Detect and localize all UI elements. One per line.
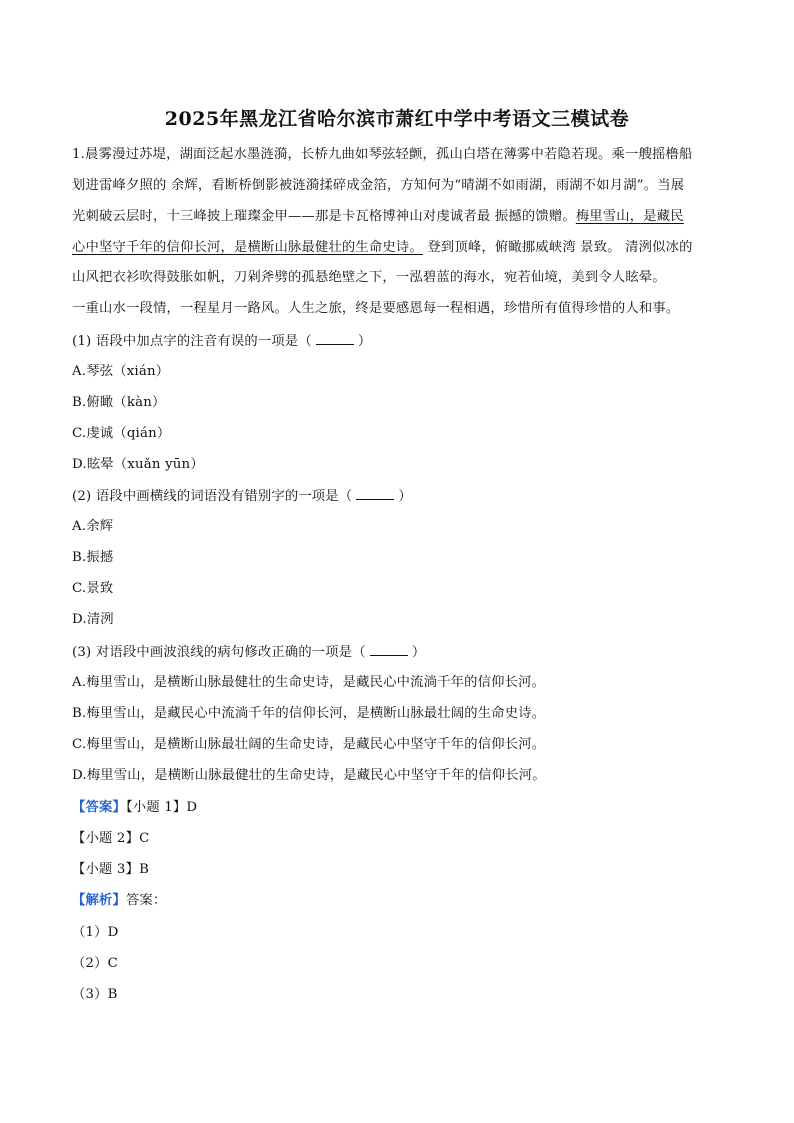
question-2-close: ） xyxy=(398,489,412,504)
question-3-stem xyxy=(72,643,425,662)
answer-1: 【小题 1】D xyxy=(126,800,198,815)
wavy-sentence-part-1: 梅里雪山，是藏民 xyxy=(575,209,684,224)
question-1-option-d: D.眩晕（xuǎn yūn） xyxy=(72,457,204,472)
passage-line-4-text: 登到顶峰，俯瞰挪威峡湾 景致。 xyxy=(422,240,621,255)
passage-line-3-text: 光刺破云层时，十三峰披上璀璨金甲——那是卡瓦格博神山对虔诚者最 振撼的馈赠。 xyxy=(72,209,576,224)
question-2-option-d: D.清洌 xyxy=(72,612,114,627)
analysis-tag: 【解析】 xyxy=(72,893,126,908)
page-title: 2025年黑龙江省哈尔滨市萧红中学中考语文三模试卷 xyxy=(164,108,630,130)
analysis-line xyxy=(72,892,167,910)
question-2-option-b: B.振撼 xyxy=(72,550,114,565)
passage-line-4 xyxy=(72,239,693,257)
question-1-option-b: B.俯瞰（kàn） xyxy=(72,395,166,410)
question-3-text: (3) 对语段中画波浪线的病句修改正确的一项是（ xyxy=(72,645,366,660)
answer-blank xyxy=(356,487,394,500)
answer-blank xyxy=(316,332,354,345)
passage-line-6: 一重山水一段情，一程星月一路风。人生之旅，终是要感恩每一程相遇，珍惜所有值得珍惜的人和事。 xyxy=(72,301,680,316)
analysis-result-1: （1）D xyxy=(72,925,119,940)
answer-blank xyxy=(370,643,408,656)
answer-tag: 【答案】 xyxy=(72,800,126,815)
question-1-close: ） xyxy=(357,334,372,349)
question-1-option-c: C.虔诚（qián） xyxy=(72,426,171,441)
passage-line-3 xyxy=(72,208,684,226)
passage-line-1: 1.晨雾漫过苏堤，湖面泛起水墨涟漪，长桥九曲如琴弦轻颤，孤山白塔在薄雾中若隐若现。乘一艘摇橹船 xyxy=(72,147,693,162)
question-3-option-b: B.梅里雪山，是藏民心中流淌千年的信仰长河，是横断山脉最壮阔的生命史诗。 xyxy=(72,706,546,721)
question-2-stem xyxy=(72,487,412,506)
question-2-option-c: C.景致 xyxy=(72,581,114,596)
answer-3: 【小题 3】B xyxy=(72,862,150,877)
passage-line-2: 划进雷峰夕照的 余辉，看断桥倒影被涟漪揉碎成金箔，方知何为“晴湖不如雨湖，雨湖不如月湖”。当展 xyxy=(72,178,685,193)
question-1-stem xyxy=(72,332,371,351)
question-1-option-a: A.琴弦（xián） xyxy=(72,364,170,379)
passage-line-5: 山风把衣衫吹得鼓胀如帆，刀剁斧劈的孤悬绝壁之下，一泓碧蓝的海水，宛若仙境，美到令人眩晕。 xyxy=(72,270,666,285)
question-2-text: (2) 语段中画横线的词语没有错别字的一项是（ xyxy=(72,489,353,504)
question-3-option-c: C.梅里雪山，是横断山脉最壮阔的生命史诗，是藏民心中坚守千年的信仰长河。 xyxy=(72,737,546,752)
question-3-option-a: A.梅里雪山，是横断山脉最健壮的生命史诗，是藏民心中流淌千年的信仰长河。 xyxy=(72,675,546,690)
analysis-text: 答案： xyxy=(126,893,167,908)
question-2-option-a: A.余辉 xyxy=(72,519,114,534)
question-3-option-d: D.梅里雪山，是横断山脉最健壮的生命史诗，是藏民心中坚守千年的信仰长河。 xyxy=(72,768,546,783)
analysis-result-2: （2）C xyxy=(72,956,119,971)
analysis-result-3: （3）B xyxy=(72,987,118,1002)
answer-2: 【小题 2】C xyxy=(72,831,150,846)
question-1-text: (1) 语段中加点字的注音有误的一项是（ xyxy=(72,334,312,349)
question-3-close: ） xyxy=(411,645,426,660)
wavy-sentence-part-2: 心中坚守千年的信仰长河，是横断山脉最健壮的生命史诗。 xyxy=(72,240,423,255)
passage-line-4-text-2: 清洌似冰的 xyxy=(620,240,693,255)
answer-line xyxy=(72,799,197,817)
